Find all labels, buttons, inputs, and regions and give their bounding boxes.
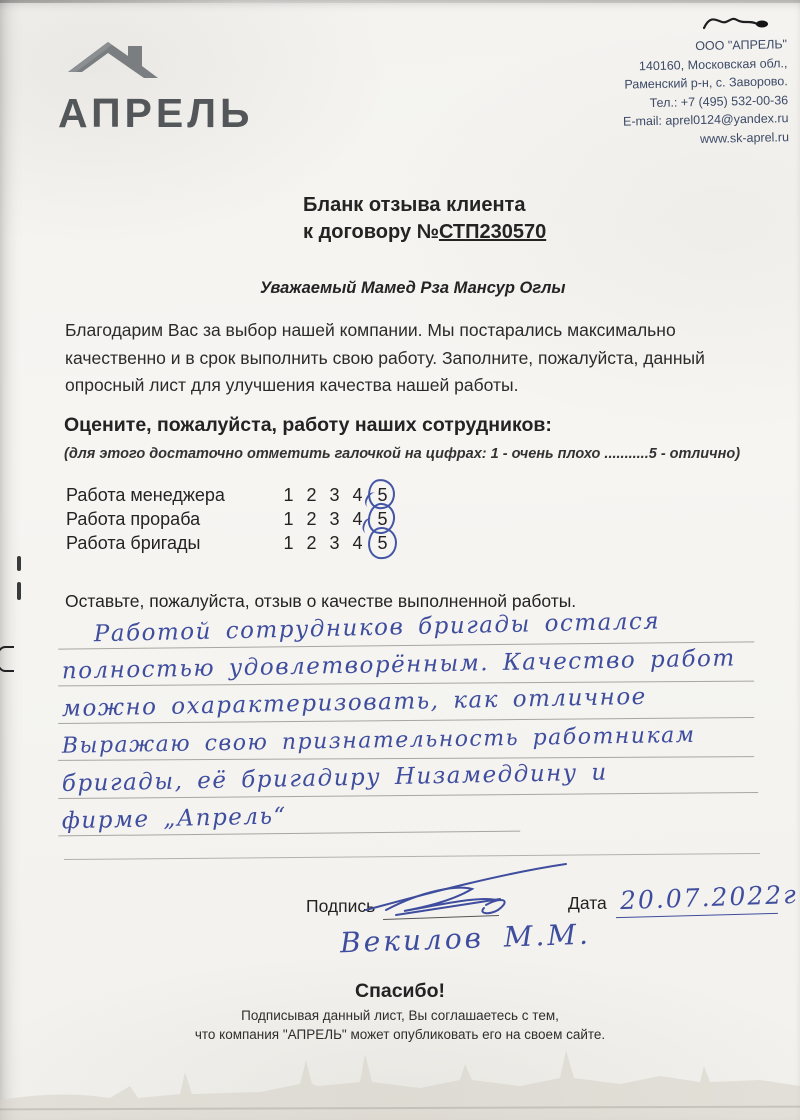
handwritten-line-2: полностью удовлетворённым. Качество работ [58,643,754,685]
company-phone: Тел.: +7 (495) 532-00-36 [649,92,789,110]
rating-option-4: 4 [352,484,363,505]
contract-prefix: к договору № [303,221,439,243]
company-website: www.sk-aprel.ru [699,129,790,146]
rating-option-2: 2 [306,532,317,553]
aprel-roof-logo-icon [62,34,174,94]
rating-row-manager [66,483,389,507]
client-greeting: Уважаемый Мамед Рза Мансур Оглы [260,279,566,297]
rating-option-1: 1 [283,532,294,553]
company-contact-block [517,35,789,152]
handwritten-line-5: бригады, её бригадиру Низамеддину и [58,755,758,799]
rating-option-2: 2 [306,508,317,529]
scan-artifact-mark [17,556,21,571]
signature-label: Подпись [306,896,376,916]
pen-circle-mark [367,526,398,560]
scan-artifact-mark [17,582,21,600]
handwritten-line-4: Выражаю свою признательность работникам [58,719,754,760]
rating-row-crew [66,531,389,555]
rating-option-5: 5 [377,508,388,529]
intro-paragraph: Благодарим Вас за выбор нашей компании. Мы постарались максимально качественно и в срок выполнить свою работу. Заполните, пожалуйста, данный опросный лист для улучшения качества нашей работы. [65,320,705,395]
handwritten-line-6: фирме „Апрель“ [58,793,520,835]
footer-consent-line2: что компания "АПРЕЛЬ" может опубликовать его на своем сайте. [194,1027,606,1042]
thanks-heading: Спасибо! [355,980,445,1002]
scan-artifact-mark [0,646,14,672]
handwritten-date: 20.07.2022г [619,879,799,916]
handwritten-line-3: можно охарактеризовать, как отличное [58,680,754,724]
rating-scale [282,533,389,554]
rating-option-4: 4 [352,508,363,529]
brand-wordmark: АПРЕЛЬ [58,90,254,136]
contract-number: СТП230570 [438,221,547,243]
rating-section-heading: Оцените, пожалуйста, работу наших сотрудников: [64,414,552,436]
handwritten-line-1: Работой сотрудников бригады остался [58,604,754,649]
rating-option-3: 3 [329,484,340,505]
rating-option-5-selected [376,533,389,554]
rating-option-1: 1 [283,508,294,529]
company-email: E-mail: aprel0124@yandex.ru [622,111,789,129]
pen-scribble-mark [700,6,772,36]
date-label: Дата [568,893,607,913]
footer-consent-line1: Подписывая данный лист, Вы соглашаетесь с тем, [241,1008,559,1023]
scan-top-edge [0,0,800,3]
form-title-line2 [303,219,546,246]
rating-option-5: 5 [377,484,388,505]
form-title [303,192,546,246]
handwritten-review [58,608,754,833]
handwritten-name: Векилов М.М. [339,917,592,960]
rating-option-5: 5 [377,532,388,553]
rating-label: Работа прораба [66,508,201,529]
company-name: ООО "АПРЕЛЬ" [695,37,788,54]
rating-option-3: 3 [329,532,340,553]
rating-option-1: 1 [283,484,294,505]
rating-label: Работа менеджера [66,484,225,505]
review-prompt: Оставьте, пожалуйста, отзыв о качестве выполненной работы. [65,591,577,611]
handwritten-signature [358,858,573,920]
company-address-1: 140160, Московская обл., [638,55,788,73]
rating-scale-hint: (для этого достаточно отметить галочкой на цифрах: 1 - очень плохо ...........5 - отлично) [64,446,741,462]
form-title-line1: Бланк отзыва клиента [303,194,526,216]
rating-option-4: 4 [352,532,363,553]
rating-table [66,483,389,555]
rating-label: Работа бригады [66,532,201,553]
rating-option-2: 2 [306,484,317,505]
rating-row-foreman [66,507,389,531]
company-address-2: Раменский р-н, с. Заворово. [624,74,788,92]
rating-option-3: 3 [329,508,340,529]
